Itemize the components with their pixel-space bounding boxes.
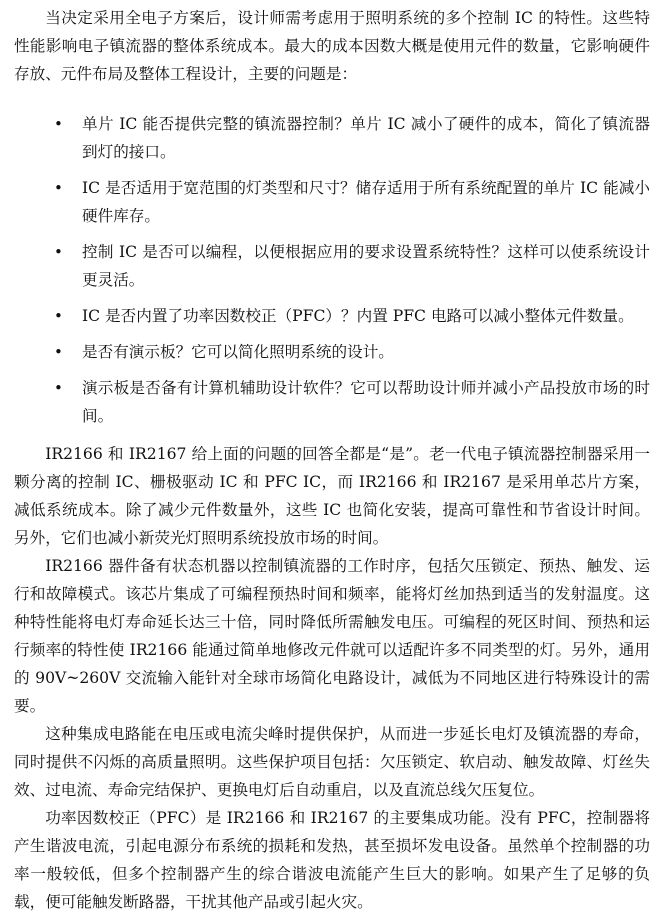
bullet-icon: •	[54, 243, 63, 261]
list-item-text: 是否有演示板？它可以简化照明系统的设计。	[82, 343, 394, 361]
list-item	[14, 338, 650, 366]
intro-paragraph: 当决定采用全电子方案后，设计师需考虑用于照明系统的多个控制 IC 的特性。这些特性能影响电子镇流器的整体系统成本。最大的成本因数大概是使用元件的数量，它影响硬件存放、元件布局及整体工程设计，主要的问题是：	[14, 9, 650, 83]
protection-paragraph: 这种集成电路能在电压或电流尖峰时提供保护，从而进一步延长电灯及镇流器的寿命，同时提供不闪烁的高质量照明。这些保护项目包括：欠压锁定、软启动、触发故障、灯丝失效、过电流、寿命完结保护、更换电灯后自动重启，以及直流总线欠压复位。	[14, 725, 650, 799]
list-item-text: IC 是否适用于宽范围的灯类型和尺寸？储存适用于所有系统配置的单片 IC 能减小硬件库存。	[82, 179, 650, 225]
list-item	[14, 374, 650, 430]
list-item-text: IC 是否内置了功率因数校正（PFC）？内置 PFC 电路可以减小整体元件数量。	[82, 307, 634, 325]
bullet-icon: •	[54, 179, 63, 197]
bullet-icon: •	[54, 307, 63, 325]
list-item-text: 控制 IC 是否可以编程，以便根据应用的要求设置系统特性？这样可以使系统设计更灵活。	[82, 243, 650, 289]
bullet-icon: •	[54, 115, 63, 133]
document-page	[14, 0, 650, 916]
bullet-icon: •	[54, 343, 63, 361]
pfc-paragraph: 功率因数校正（PFC）是 IR2166 和 IR2167 的主要集成功能。没有 PFC，控制器将产生谐波电流，引起电源分布系统的损耗和发热，甚至损坏发电设备。虽然单个控制器的功率一般较低，但多个控制器产生的综合谐波电流能产生巨大的影响。如果产生了足够的负载，便可能触发断路器，干扰其他产品或引起火灾。	[14, 809, 650, 911]
list-item	[14, 110, 650, 166]
list-item-text: 单片 IC 能否提供完整的镇流器控制？单片 IC 减小了硬件的成本，简化了镇流器到灯的接口。	[82, 115, 650, 161]
state-machine-paragraph: IR2166 器件备有状态机器以控制镇流器的工作时序，包括欠压锁定、预热、触发、运行和故障模式。该芯片集成了可编程预热时间和频率，能将灯丝加热到适当的发射温度。这种特性能将电灯寿命延长达三十倍，同时降低所需触发电压。可编程的死区时间、预热和运行频率的特性使 IR2166 能通过简单地修改元件就可以适配许多不同类型的灯。另外，通用的 90V~260V 交流输入能针对全球市场简化电路设计，减低为不同地区进行特殊设计的需要。	[14, 557, 650, 715]
list-item	[14, 174, 650, 230]
bullet-icon: •	[54, 379, 63, 397]
question-list	[14, 110, 650, 430]
list-item	[14, 238, 650, 294]
list-item	[14, 302, 650, 330]
list-item-text: 演示板是否备有计算机辅助设计软件？它可以帮助设计师并减小产品投放市场的时间。	[82, 379, 650, 425]
ir2166-answer-paragraph: IR2166 和 IR2167 给上面的问题的回答全都是“是”。老一代电子镇流器控制器采用一颗分离的控制 IC、栅极驱动 IC 和 PFC IC，而 IR2166 和 IR2167 是采用单芯片方案，减低系统成本。除了减少元件数量外，这些 IC 也简化安装，提高可靠性和节省设计时间。另外，它们也减小新荧光灯照明系统投放市场的时间。	[14, 445, 650, 547]
